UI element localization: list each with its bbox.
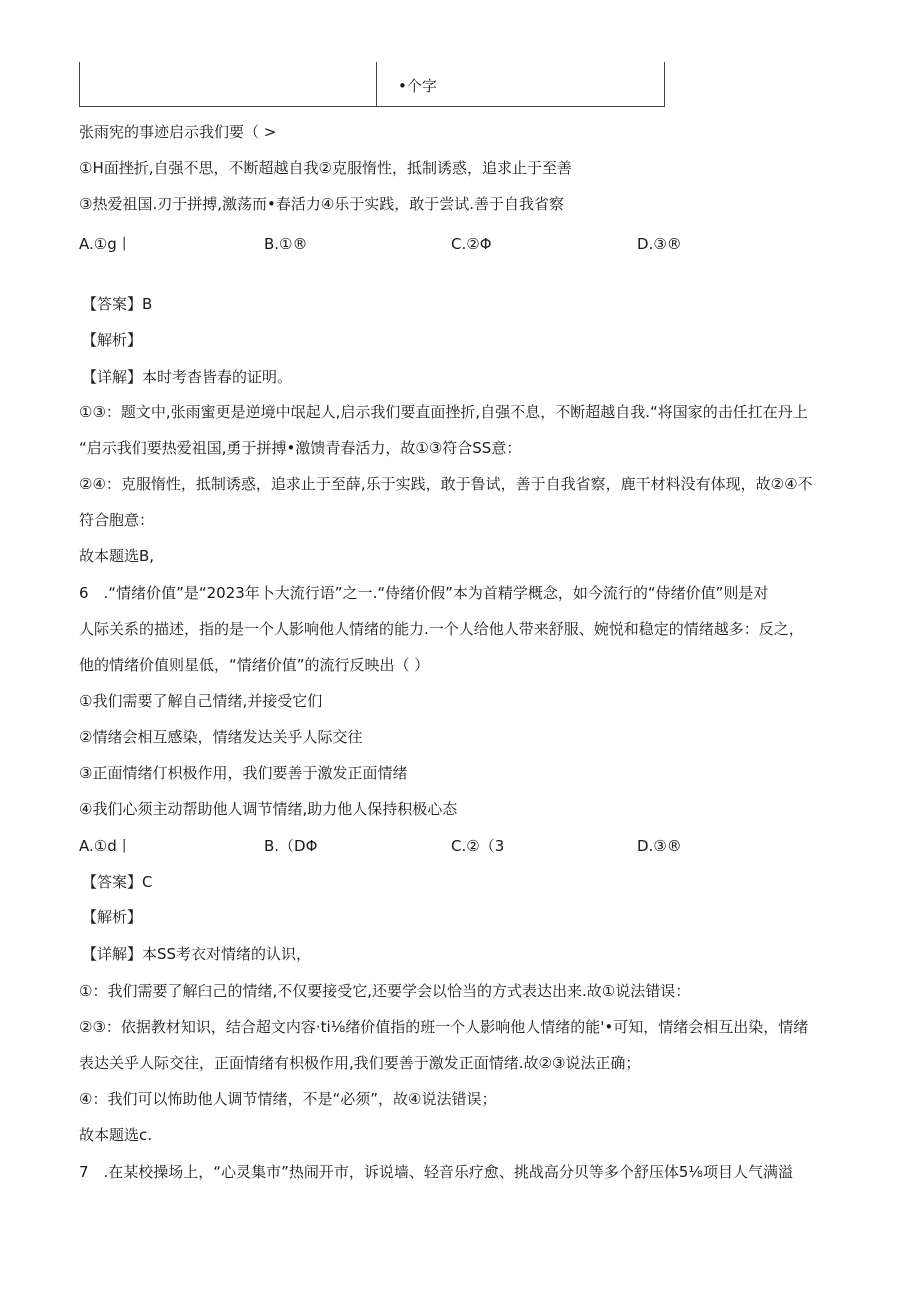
q6-item-1: ①我们需要了解自己情绪,并接受它们 <box>79 692 323 710</box>
q6-stem-3: 他的情绪价值则星低，“情绪价值”的流行反映出（ ） <box>79 656 430 674</box>
q6-stem-2: 人际关系的描述，指的是一个人影响他人情绪的能力.一个人给他人带来舒服、婉悦和稳定的情绪越多：反之， <box>79 620 804 638</box>
q6-explanation-1: ①：我们需要了解臼己的情绪,不仅要接受它,还要学会以恰当的方式表达出来.故①说法错误： <box>79 982 691 1000</box>
q5-explanation-1b: “启示我们要热爱祖国,勇于拼搏•激馈青春活力，故①③符合SS意： <box>79 439 522 457</box>
q6-detail: 【详解】本SS考衣对情绪的认识， <box>82 945 312 963</box>
q5-item-1: ①H面挫折,自强不思，不断超越自我②克服惰性，抵制诱惑，追求止于至善 <box>79 159 572 177</box>
q6-explanation-3: ④：我们可以怖助他人调节情绪，不是“必须”，故④说法错误； <box>79 1090 497 1108</box>
q6-option-c: C.②（3 <box>451 837 505 855</box>
table-fragment <box>79 62 665 107</box>
q5-option-d: D.③® <box>637 235 682 253</box>
q6-item-3: ③正面情绪仃枳极作用，我们要善于激发正面情绪 <box>79 764 408 782</box>
q5-conclusion: 故本题选B, <box>79 547 155 565</box>
q5-explanation-2b: 符合胞意： <box>79 511 155 529</box>
q6-answer: 【答案】C <box>82 873 153 891</box>
q5-option-c: C.②Φ <box>451 235 492 253</box>
q5-item-2: ③热爱祖国.刃于拼搏,激荡而•春活力④乐于实践，敢于尝试.善于自我省察 <box>79 195 565 213</box>
q5-detail: 【详解】本时考杳皆春的证明。 <box>82 368 293 386</box>
q6-item-4: ④我们心须主动帮助他人调节情绪,助力他人保持积极心态 <box>79 800 458 818</box>
q5-option-a: A.①g丨 <box>79 235 132 253</box>
table-divider <box>376 62 377 106</box>
table-cell-text: •个字 <box>398 77 437 95</box>
q5-answer: 【答案】B <box>82 295 153 313</box>
q5-stem: 张雨宪的事迹启示我们要（ > <box>79 123 277 141</box>
q7-stem-1: 7 .在某校操场上，“心灵集市”热闹开市，诉说墙、轻音乐疗愈、挑战高分贝等多个舒压体5⅛项目人气满溢 <box>79 1163 793 1181</box>
q6-option-d: D.③® <box>637 837 682 855</box>
q5-option-b: B.①® <box>264 235 308 253</box>
q5-analysis-label: 【解析】 <box>82 331 143 349</box>
q6-explanation-2a: ②③：依据教材知识，结合超文内容·ti⅛绪价值指的班一个人影响他人情绪的能'•可知，情绪会相互出染，情绪 <box>79 1018 809 1036</box>
q6-explanation-2b: 表达关乎人际交往，正面情绪有枳极作用,我们要善于激发正面情绪.故②③说法正确； <box>79 1054 641 1072</box>
q6-analysis-label: 【解析】 <box>82 908 143 926</box>
q5-explanation-1a: ①③：题文中,张雨蜜更是逆境中氓起人,启示我们要直面挫折,自强不息，不断超越自我.“将国家的击任扛在丹上 <box>79 403 808 421</box>
q6-conclusion: 故本题选c. <box>79 1126 153 1144</box>
q6-item-2: ②情绪会相互感染，情绪发达关乎人际交往 <box>79 728 363 746</box>
q5-explanation-2a: ②④：克服惰性，抵制诱惑，追求止于至薛,乐于实践，敢于鲁试，善于自我省察，鹿干材料没有体现，故②④不 <box>79 475 813 493</box>
q6-stem-1: 6 .“情绪价值”是“2023年卜大流行语”之一.“侍绪价假”本为首精学概念，如今流行的“侍绪价值”则是对 <box>79 584 769 602</box>
q6-option-b: B.（DΦ <box>264 837 318 855</box>
q6-option-a: A.①d丨 <box>79 837 132 855</box>
